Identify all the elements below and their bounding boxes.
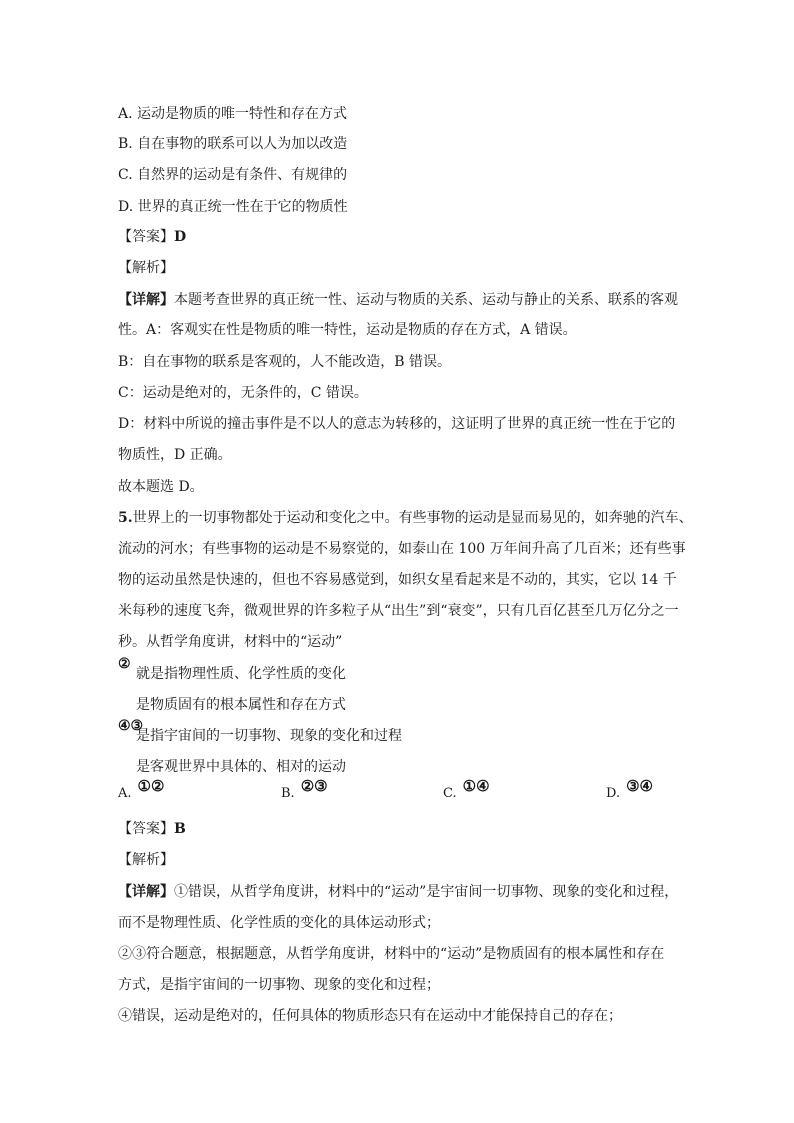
q5-item: 就是指物理性质、化学性质的变化 bbox=[136, 666, 346, 682]
q4-detail-line: B：自在事物的联系是客观的，人不能改造，B 错误。 bbox=[118, 354, 452, 370]
q4-option-b: B. 自在事物的联系可以人为加以改造 bbox=[118, 136, 348, 152]
q4-option-a: A. 运动是物质的唯一特性和存在方式 bbox=[118, 106, 348, 122]
q5-detail-line: 而不是物理性质、化学性质的变化的具体运动形式； bbox=[118, 915, 440, 931]
choice-value: ③④ bbox=[626, 777, 653, 795]
choice-letter: D. bbox=[606, 786, 621, 801]
q4-detail-line bbox=[118, 290, 678, 310]
q5-stem-line bbox=[118, 508, 693, 528]
q4-detail-line: 性。A：客观实在性是物质的唯一特性，运动是物质的存在方式，A 错误。 bbox=[118, 322, 577, 338]
choice-letter: B. bbox=[281, 786, 295, 801]
q5-detail-line: ②③符合题意，根据题意，从哲学角度讲，材料中的“运动”是物质固有的根本属性和存在 bbox=[118, 946, 665, 962]
q5-item: 是客观世界中具体的、相对的运动 bbox=[136, 759, 346, 775]
q4-detail-line: 物质性，D 正确。 bbox=[118, 447, 232, 463]
q5-choice-d bbox=[606, 777, 653, 804]
q5-choice-c bbox=[443, 777, 490, 804]
q4-detail-line: C：运动是绝对的，无条件的，C 错误。 bbox=[118, 385, 368, 401]
answer-label: 【答案】 bbox=[118, 821, 174, 837]
q5-choice-b bbox=[281, 777, 328, 804]
answer-value: D bbox=[174, 229, 187, 245]
answer-label: 【答案】 bbox=[118, 229, 174, 245]
q5-stem-line: 秒。从哲学角度讲，材料中的“运动” bbox=[118, 634, 343, 650]
item-mark: ② bbox=[118, 656, 131, 672]
q5-detail-line: 方式，是指宇宙间的一切事物、现象的变化和过程； bbox=[118, 977, 440, 993]
detail-text: ①错误，从哲学角度讲，材料中的“运动”是宇宙间一切事物、现象的变化和过程， bbox=[174, 884, 679, 900]
stem-text: 世界上的一切事物都处于运动和变化之中。有些事物的运动是显而易见的，如奔驰的汽车、 bbox=[132, 510, 693, 526]
q4-detail-line: D：材料中所说的撞击事件是不以人的意志为转移的，这证明了世界的真正统一性在于它的 bbox=[118, 416, 676, 432]
q4-detail-line: 故本题选 D。 bbox=[118, 479, 204, 495]
q5-item: 是指宇宙间的一切事物、现象的变化和过程 bbox=[136, 728, 402, 744]
q5-answer bbox=[118, 819, 186, 839]
q4-answer bbox=[118, 227, 186, 247]
detail-label: 【详解】 bbox=[118, 292, 174, 308]
choice-letter: A. bbox=[118, 786, 132, 801]
q5-stem-line: 流动的河水；有些事物的运动是不易察觉的，如泰山在 100 万年间升高了几百米；还有些事 bbox=[118, 541, 686, 557]
choice-value: ②③ bbox=[300, 777, 328, 795]
choice-letter: C. bbox=[443, 786, 457, 801]
q5-stem-line: 物的运动虽然是快速的，但也不容易感觉到，如织女星看起来是不动的，其实，它以 14 千 bbox=[118, 572, 677, 588]
choice-value: ①② bbox=[137, 777, 165, 795]
q5-detail-line: ④错误，运动是绝对的，任何具体的物质形态只有在运动中才能保持自己的存在； bbox=[118, 1008, 622, 1024]
q5-choice-a bbox=[118, 777, 165, 804]
q4-analysis-label: 【解析】 bbox=[118, 260, 174, 276]
answer-value: B bbox=[174, 821, 186, 837]
detail-label: 【详解】 bbox=[118, 884, 174, 900]
detail-text: 本题考查世界的真正统一性、运动与物质的关系、运动与静止的关系、联系的客观 bbox=[174, 292, 678, 308]
q4-option-d: D. 世界的真正统一性在于它的物质性 bbox=[118, 199, 348, 215]
item-mark: ④③ bbox=[118, 718, 144, 734]
question-number: 5. bbox=[118, 510, 133, 526]
q5-analysis-label: 【解析】 bbox=[118, 852, 174, 868]
q5-detail-line bbox=[118, 882, 678, 902]
choice-value: ①④ bbox=[462, 777, 490, 795]
q5-item: 是物质固有的根本属性和存在方式 bbox=[136, 697, 346, 713]
q4-option-c: C. 自然界的运动是有条件、有规律的 bbox=[118, 167, 348, 183]
q5-stem-line: 米每秒的速度飞奔，微观世界的许多粒子从“出生”到“衰变”，只有几百亿甚至几万亿分之一 bbox=[118, 603, 679, 619]
